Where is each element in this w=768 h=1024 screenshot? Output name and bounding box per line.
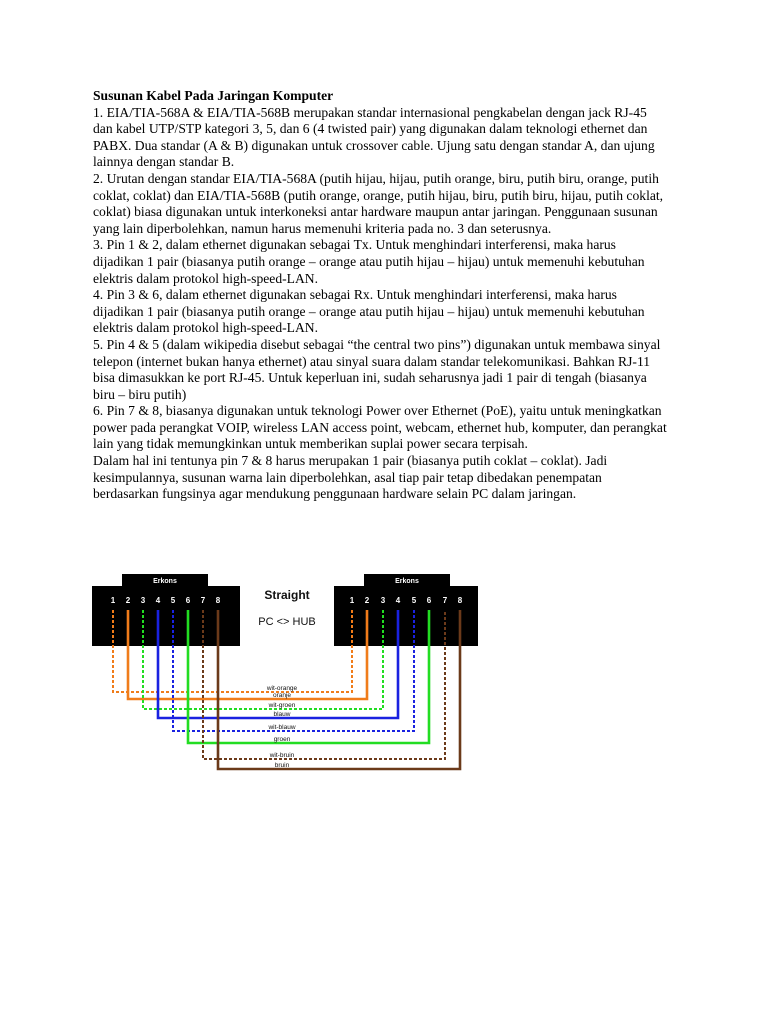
right-pin-number: 6 bbox=[426, 596, 432, 605]
right-pin-number: 4 bbox=[395, 596, 401, 605]
paragraph-conclusion: Dalam hal ini tentunya pin 7 & 8 harus merupakan 1 pair (biasanya putih coklat – coklat). Jadi kesimpulannya, susunan warna lain diperbolehkan, asal tiap pair tetap dibedakan penempatan berdasarkan fungsinya agar mendukung penggunaan hardware selain PC dalam jaringan. bbox=[93, 453, 608, 502]
wire-label: oranje bbox=[272, 692, 292, 699]
paragraph-2: 2. Urutan dengan standar EIA/TIA-568A (putih hijau, hijau, putih orange, biru, putih biru, orange, putih coklat, coklat) dan EIA/TIA-568B (putih orange, orange, putih hijau, biru, putih biru, hijau, putih coklat, coklat) biasa digunakan untuk interkoneksi antar hardware maupun antar jaringan. Penggunaan susunan yang lain diperbolehkan, namun harus memenuhi kriteria pada no. 3 dan seterusnya. bbox=[93, 170, 664, 236]
right-pin-number: 8 bbox=[457, 596, 463, 605]
left-pin-number: 2 bbox=[125, 596, 131, 605]
paragraph-1: 1. EIA/TIA-568A & EIA/TIA-568B merupakan standar internasional pengkabelan dengan jack RJ-45 dan kabel UTP/STP kategori 3, 5, dan 6 (4 twisted pair) yang digunakan dalam teknologi ethernet dan PABX. Dua standar (A & B) digunakan untuk crossover cable. Ujung satu dengan standar A, dan ujung lainnya dengan standar B. bbox=[93, 104, 655, 170]
wire-label: wit-groen bbox=[268, 702, 296, 709]
text-block bbox=[93, 88, 668, 503]
left-pin-number: 6 bbox=[185, 596, 191, 605]
right-pin-number: 1 bbox=[349, 596, 355, 605]
left-pin-number: 8 bbox=[215, 596, 221, 605]
wire-label: blauw bbox=[273, 711, 291, 718]
right-pin-number: 3 bbox=[380, 596, 386, 605]
left-pin-number: 7 bbox=[200, 596, 206, 605]
wiring-diagram bbox=[92, 555, 478, 775]
diagram-title: Straight bbox=[264, 588, 310, 602]
wire-label: wit-bruin bbox=[269, 752, 295, 759]
wire-label: groen bbox=[273, 736, 291, 743]
right-pin-number: 7 bbox=[442, 596, 448, 605]
wire-label: bruin bbox=[274, 762, 290, 769]
left-pin-number: 1 bbox=[110, 596, 116, 605]
wire-label: wit-blauw bbox=[268, 724, 296, 731]
wire-label: wit-orange bbox=[266, 685, 298, 692]
left-pin-number: 4 bbox=[155, 596, 161, 605]
left-pin-number: 3 bbox=[140, 596, 146, 605]
right-pin-number: 2 bbox=[364, 596, 370, 605]
paragraph-5: 5. Pin 4 & 5 (dalam wikipedia disebut sebagai “the central two pins”) digunakan untuk membawa sinyal telepon (internet bukan hanya ethernet) atau sinyal suara dalam standar telekomunikasi. Bahkan RJ-11 bisa dimasukkan ke port RJ-45. Untuk keperluan ini, sudah seharusnya jadi 1 pair di tengah (biasanya biru – biru putih) bbox=[93, 336, 661, 402]
diagram-subtitle: PC <> HUB bbox=[258, 616, 316, 628]
paragraph-3: 3. Pin 1 & 2, dalam ethernet digunakan sebagai Tx. Untuk menghindari interferensi, maka harus dijadikan 1 pair (biasanya putih orange – orange atau putih hijau – hijau) untuk memenuhi kebutuhan elektris dalam protokol high-speed-LAN. bbox=[93, 237, 645, 286]
document-title: Susunan Kabel Pada Jaringan Komputer bbox=[93, 88, 334, 103]
right-pin-number: 5 bbox=[411, 596, 417, 605]
paragraph-4: 4. Pin 3 & 6, dalam ethernet digunakan sebagai Rx. Untuk menghindari interferensi, maka harus dijadikan 1 pair (biasanya putih orange – orange atau putih hijau – hijau) untuk memenuhi kebutuhan elektris dalam protokol high-speed-LAN. bbox=[93, 287, 645, 336]
right-connector bbox=[334, 574, 478, 646]
left-pin-number: 5 bbox=[170, 596, 176, 605]
left-connector-label: Erkons bbox=[153, 578, 177, 585]
paragraph-6: 6. Pin 7 & 8, biasanya digunakan untuk teknologi Power over Ethernet (PoE), yaitu untuk meningkatkan power pada perangkat VOIP, wireless LAN access point, webcam, ethernet hub, komputer, dan perangkat lain yang tidak memungkinkan untuk memberikan suplai power secara terpisah. bbox=[93, 403, 667, 452]
right-connector-label: Erkons bbox=[395, 578, 419, 585]
